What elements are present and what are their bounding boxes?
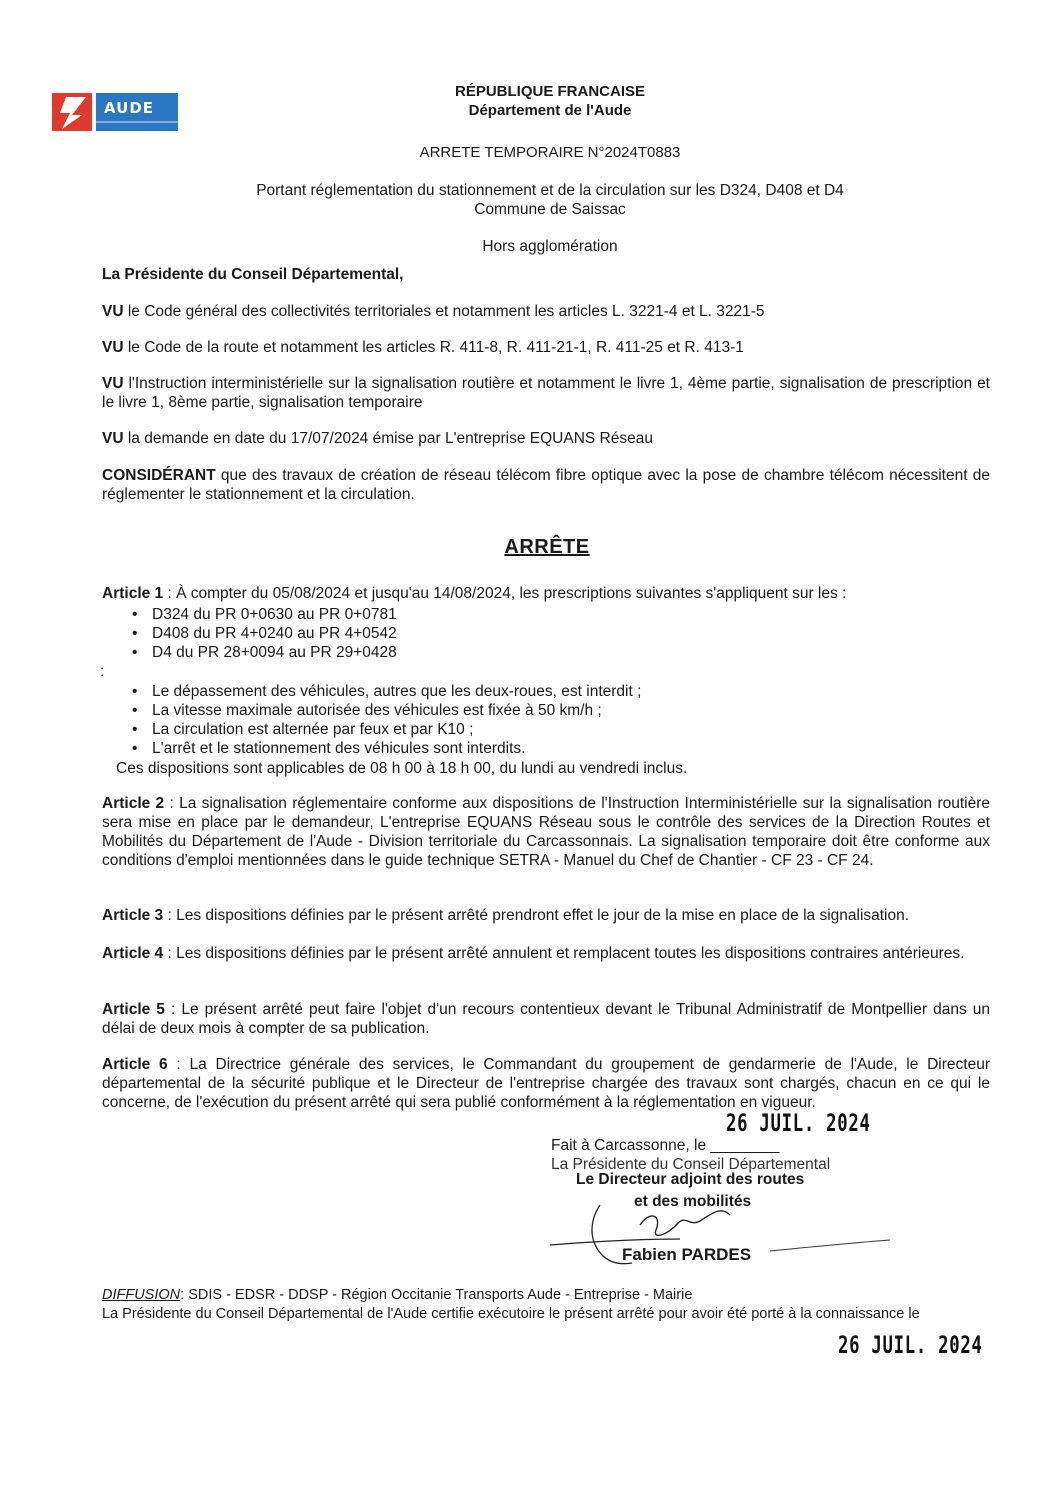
article-2	[102, 794, 990, 870]
article-text: : La signalisation réglementaire conforme aux dispositions de l'Instruction Interministérielle sur la signalisation routière sera mise en place par le demandeur, L'entreprise EQUANS Réseau sous le contrôle des services de la Direction Routes et Mobilités du Département de l'Aude - Division territoriale du Carcassonnais. La signalisation temporaire doit être conforme aux conditions d'emploi mentionnées dans le guide technique SETRA - Manuel du Chef de Chantier - CF 23 - CF 24.	[102, 795, 991, 869]
diffusion-text: : SDIS - EDSR - DDSP - Région Occitanie Transports Aude - Entreprise - Mairie	[180, 1287, 693, 1303]
certification-stamp: 26 JUIL. 2024	[838, 1331, 983, 1359]
article-text: : La Directrice générale des services, le Commandant du groupement de gendarmerie de l'Aude, le Directeur départemental de la sécurité publique et le Directeur de l'entreprise chargée des travaux sont chargés, chacun en ce qui le concerne, de l'exécution du présent arrêté qui sera publié conformément à la réglementation en vigueur.	[102, 1056, 990, 1111]
article-text: : Les dispositions définies par le présent arrêté prendront effet le jour de la mise en place de la signalisation.	[163, 907, 910, 924]
article-lead: Article 2	[102, 795, 165, 812]
arrete-number: ARRETE TEMPORAIRE N°2024T0883	[419, 144, 681, 161]
vu-paragraph-4	[102, 429, 990, 448]
considerant-lead: CONSIDÉRANT	[102, 467, 216, 484]
list-item: • La circulation est alternée par feux et par K10 ;	[132, 720, 641, 739]
vu-text: le Code général des collectivités territoriales et notamment les articles L. 3221-4 et L. 3221-5	[123, 303, 765, 320]
article-1-intro	[102, 584, 990, 603]
list-item: • Le dépassement des véhicules, autres que les deux-roues, est interdit ;	[132, 682, 641, 701]
portant-line-1: Portant réglementation du stationnement et de la circulation sur les D324, D408 et D4	[256, 182, 844, 199]
departement-line: Département de l'Aude	[468, 102, 632, 119]
considerant-paragraph	[102, 466, 990, 504]
vu-paragraph-1	[102, 302, 990, 321]
directeur-line-2: et des mobilités	[634, 1193, 752, 1210]
vu-lead: VU	[102, 303, 124, 320]
list-item: • D324 du PR 0+0630 au PR 0+0781	[132, 605, 397, 624]
signatory-name: Fabien PARDES	[622, 1245, 752, 1264]
handwritten-signature	[540, 1185, 900, 1295]
article-lead: Article 4	[102, 945, 164, 962]
considerant-text: que des travaux de création de réseau télécom fibre optique avec la pose de chambre télécom nécessitent de réglementer le stationnement et la circulation.	[102, 467, 990, 503]
road-list	[132, 605, 397, 662]
vu-lead: VU	[102, 430, 124, 447]
fait-a-line: Fait à Carcassonne, le ________	[551, 1137, 780, 1154]
list-item: • L'arrêt et le stationnement des véhicules sont interdits.	[132, 739, 641, 758]
vu-paragraph-2	[102, 338, 990, 357]
list-item: • D408 du PR 4+0240 au PR 4+0542	[132, 624, 397, 643]
date-stamp: 26 JUIL. 2024	[726, 1109, 871, 1137]
vu-text: le Code de la route et notamment les articles R. 411-8, R. 411-21-1, R. 411-25 et R. 413-1	[123, 339, 744, 356]
vu-lead: VU	[102, 375, 124, 392]
article-lead: Article 5	[102, 1001, 165, 1018]
arrete-heading: ARRÊTE	[504, 536, 590, 558]
rules-list	[132, 682, 641, 758]
diffusion-label: DIFFUSION	[102, 1287, 181, 1303]
schedule-line: Ces dispositions sont applicables de 08 h 00 à 18 h 00, du lundi au vendredi inclus.	[116, 760, 688, 777]
authority: La Présidente du Conseil Départemental,	[102, 266, 404, 283]
portant-line-2: Commune de Saissac	[474, 201, 626, 218]
vu-text: la demande en date du 17/07/2024 émise par L'entreprise EQUANS Réseau	[123, 430, 653, 447]
article-5	[102, 1000, 990, 1038]
vu-text: l'Instruction interministérielle sur la signalisation routière et notamment le livre 1, 4ème partie, signalisation de prescription et le livre 1, 8ème partie, signalisation temporaire	[102, 375, 990, 411]
republique-line: RÉPUBLIQUE FRANCAISE	[454, 83, 645, 100]
hors-agglomeration: Hors agglomération	[482, 238, 618, 255]
directeur-line-1: Le Directeur adjoint des routes	[576, 1171, 805, 1188]
article-lead: Article 6	[102, 1056, 168, 1073]
aude-logo-text: AUDE	[104, 99, 155, 117]
list-colon: :	[100, 663, 105, 680]
list-item: • La vitesse maximale autorisée des véhicules est fixée à 50 km/h ;	[132, 701, 641, 720]
article-text: : Les dispositions définies par le présent arrêté annulent et remplacent toutes les dispositions contraires antérieures.	[163, 945, 965, 962]
article-lead: Article 1	[102, 585, 164, 602]
header-title	[0, 82, 1058, 120]
article-4	[102, 944, 990, 963]
article-6	[102, 1055, 990, 1112]
article-text: : À compter du 05/08/2024 et jusqu'au 14/08/2024, les prescriptions suivantes s'appliquent sur les :	[163, 585, 847, 602]
article-text: : Le présent arrêté peut faire l'objet d'un recours contentieux devant le Tribunal Administratif de Montpellier dans un délai de deux mois à compter de sa publication.	[102, 1001, 991, 1037]
portant-title	[0, 181, 1058, 219]
list-item: • D4 du PR 28+0094 au PR 29+0428	[132, 643, 397, 662]
vu-paragraph-3	[102, 374, 990, 412]
article-3	[102, 906, 990, 925]
vu-lead: VU	[102, 339, 124, 356]
diffusion-line	[102, 1286, 990, 1305]
certification-line: La Présidente du Conseil Départemental de l'Aude certifie exécutoire le présent arrêté pour avoir été porté à la connaissance le	[102, 1306, 920, 1322]
presidente-line: La Présidente du Conseil Départemental	[551, 1156, 831, 1173]
article-lead: Article 3	[102, 907, 164, 924]
